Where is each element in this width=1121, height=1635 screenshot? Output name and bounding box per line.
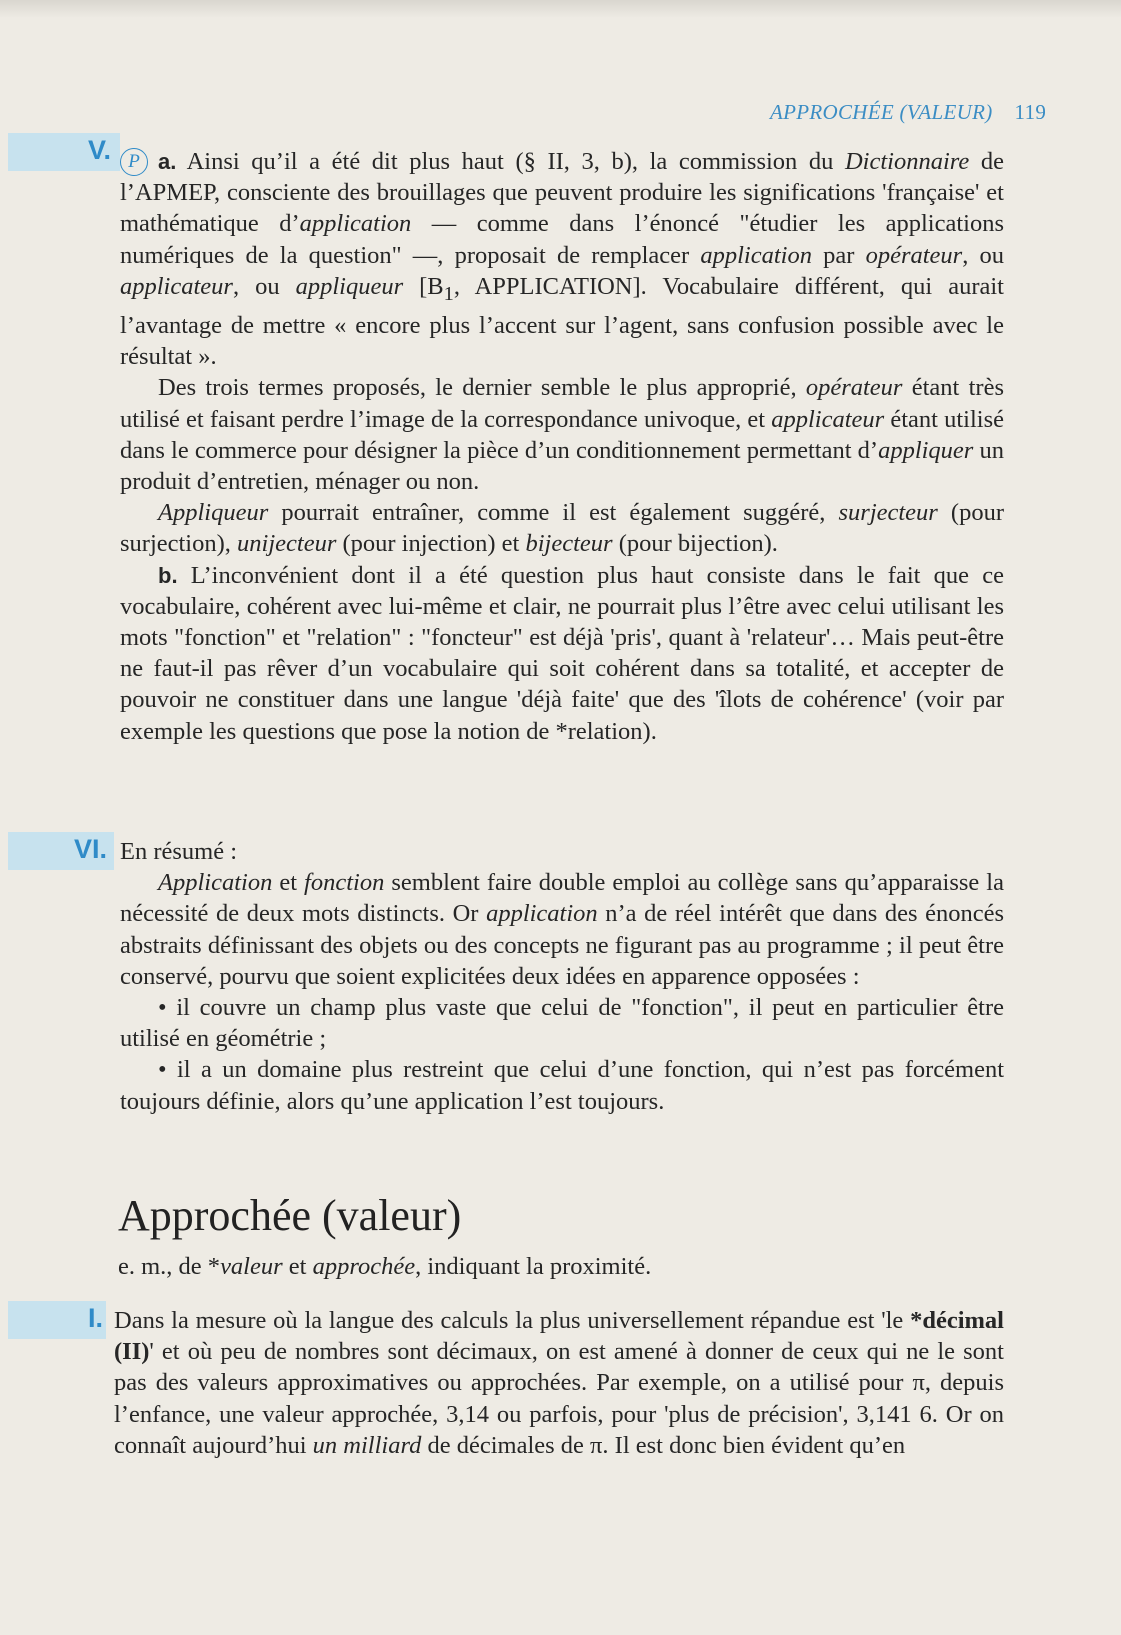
text-run: Dans la mesure où la langue des calculs la plus universellement répandue est 'le [114,1307,911,1334]
italic-run: appliquer [878,436,974,464]
italic-run: Dictionnaire [844,148,970,175]
subscript: 1 [443,282,454,305]
text-run: pourrait entraîner, comme il est également suggéré, [268,499,839,527]
italic-run: Application [158,869,273,897]
text-run: il couvre un champ plus vaste que celui de "fonction", il peut en particulier être utilisé en géométrie ; [120,994,1004,1053]
section-vi-text [120,836,1004,1117]
text-run: , ou [232,272,296,300]
text-run: (pour injection) et [336,530,526,558]
entry-title: Approchée (valeur) [118,1191,462,1240]
section-v-para-2 [120,372,1004,497]
text-run: ' et où peu de nombres sont décimaux, on est amené à donner de ceux qui ne le sont pas des valeurs approximatives ou approchées. Par exemple, on a utilisé pour π, depuis l’enfance, une valeur approchée, 3,14 ou parfois, pour 'plus de précision', 3,141 6. Or on connaît aujourd’hui [114,1338,1004,1459]
italic-run: surjecteur [838,499,938,527]
text-run: et [282,1253,313,1280]
section-i-label: I. [88,1303,104,1333]
text-run: semblent faire double emploi au collège sans qu’apparaisse la nécessité de deux mots distincts. Or [120,869,1004,928]
section-vi-label: VI. [74,834,108,864]
section-vi-para-1 [120,867,1004,992]
text-run: un produit d’entretien, ménager ou non. [120,436,1004,495]
page-top-shadow [0,0,1121,18]
text-run: , APPLICATION]. Vocabulaire différent, qui aurait l’avantage de mettre « encore plus l’accent sur l’agent, sans confusion possible avec le résultat ». [120,272,1004,371]
italic-run: un milliard [312,1431,422,1459]
text-run: , ou [962,241,1004,269]
italic-run: opérateur [805,374,903,402]
bullet-icon: • [158,994,167,1022]
section-v-text [120,146,1004,747]
running-head [770,100,1046,125]
item-a-label: a. [158,149,177,174]
section-i-para [114,1305,1004,1461]
text-run: (pour surjection), [120,499,1004,558]
italic-run: opérateur [865,241,963,269]
text-run: étant utilisé dans le commerce pour désigner la pièce d’un conditionnement permettant d’ [120,405,1004,464]
section-v-para-4 [120,560,1004,747]
text-run: étant très utilisé et faisant perdre l’image de la correspondance univoque, et [120,374,1004,433]
circled-p-icon: P [120,148,148,176]
text-run: de l’APMEP, consciente des brouillages que peuvent produire les significations 'française' et mathématique d’ [120,148,1005,238]
italic-run: unijecteur [237,530,337,558]
page-number: 119 [1014,100,1047,124]
section-v-para-3 [120,497,1004,559]
bullet-item-1 [120,992,1004,1054]
running-head-title: APPROCHÉE (VALEUR) [770,100,993,124]
bold-run: *décimal (II) [114,1307,1004,1366]
italic-run: fonction [304,869,385,897]
italic-run: valeur [220,1253,283,1280]
italic-run: Appliqueur [158,499,269,527]
italic-run: bijecteur [525,530,613,558]
text-run: et [272,869,305,897]
bullet-icon: • [158,1056,167,1084]
bullet-item-2 [120,1054,1004,1116]
text-run: , indiquant la proximité. [415,1253,652,1280]
section-vi-intro: En résumé : [120,838,238,865]
text-run: — comme dans l’énoncé "étudier les applications numériques de la question" —, proposait de remplacer [120,210,1004,269]
text-run: il a un domaine plus restreint que celui d’une fonction, qui n’est pas forcément toujours définie, alors qu’une application l’est toujours. [120,1056,1005,1115]
italic-run: applicateur [120,272,233,300]
text-run: par [811,241,866,269]
text-run: n’a de réel intérêt que dans des énoncés abstraits définissant des objets ou des concepts ne figurant pas au programme ; il peut être conservé, pourvu que soient explicitées deux idées en apparence opposées : [120,900,1004,990]
entry-definition [118,1253,651,1281]
text-run: e. m., de * [118,1253,221,1280]
italic-run: application [700,241,812,269]
italic-run: application [486,900,598,928]
italic-run: applicateur [771,405,885,433]
item-b-label: b. [158,562,178,588]
text-run: [B [403,272,444,300]
italic-run: approchée [312,1253,416,1280]
italic-run: application [299,210,412,238]
text-run: Des trois termes proposés, le dernier semble le plus approprié, [158,374,806,402]
section-v-label: V. [88,135,112,165]
text-run: de décimales de π. Il est donc bien évident qu’en [421,1431,906,1459]
section-i-text [114,1305,1004,1461]
text-run: Ainsi qu’il a été dit plus haut (§ II, 3, b), la commission du [186,148,845,175]
section-v-para-1 [120,146,1004,372]
text-run: (pour bijection). [612,530,778,558]
text-run: L’inconvénient dont il a été question plus haut consiste dans le fait que ce vocabulaire, cohérent avec lui-même et clair, ne pourrait plus l’être avec celui utilisant les mots "fonction" et "relation" : "foncteur" est déjà 'pris', quant à 'relateur'… Mais peut-être ne faut-il pas rêver d’un vocabulaire qui soit cohérent dans sa totalité, et accepter de pouvoir ne constituer dans une langue 'déjà faite' que des 'îlots de cohérence' (voir par exemple les questions que pose la notion de *relation). [120,561,1005,745]
italic-run: appliqueur [295,272,404,300]
